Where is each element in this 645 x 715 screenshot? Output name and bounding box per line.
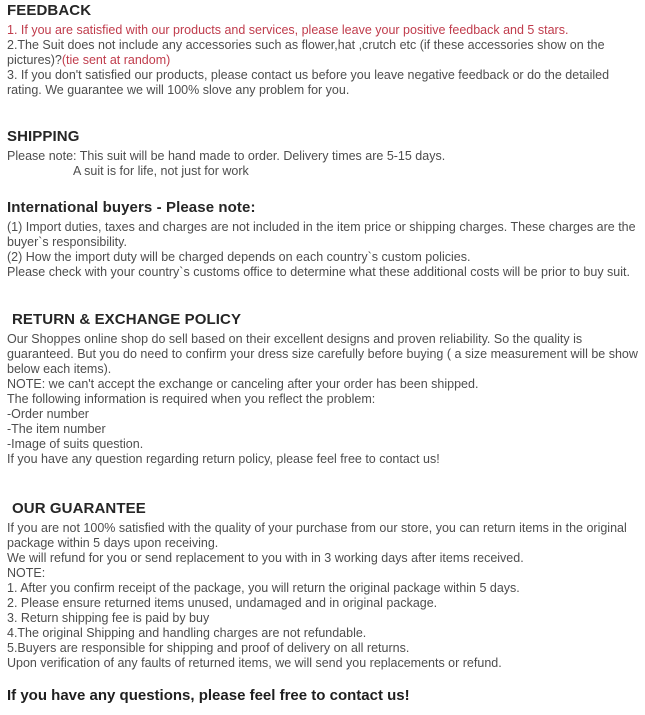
feedback-point-2-note: (tie sent at random)	[61, 53, 171, 67]
return-policy-required-info: The following information is required when you reflect the problem:	[7, 392, 376, 406]
return-policy-intro: Our Shoppes online shop do sell based on their excellent designs and proven reliability. So the quality is guaranteed. But you do need to confirm your dress size carefully before buying ( a size measurement will be show below each items).	[7, 332, 638, 376]
guarantee-body	[7, 521, 638, 671]
shipping-body	[7, 149, 638, 179]
return-policy-item-image: -Image of suits question.	[7, 437, 144, 451]
guarantee-note-4: 4.The original Shipping and handling charges are not refundable.	[7, 626, 367, 640]
section-shipping	[7, 128, 638, 179]
international-point-1: (1) Import duties, taxes and charges are not included in the item price or shipping charges. These charges are the buyer`s responsibility.	[7, 220, 636, 249]
international-point-3: Please check with your country`s customs office to determine what these additional costs will be prior to buy suit.	[7, 265, 630, 279]
return-policy-contact: If you have any question regarding return policy, please feel free to contact us!	[7, 452, 440, 466]
shipping-slogan: A suit is for life, not just for work	[73, 164, 249, 178]
guarantee-refund: We will refund for you or send replacement to you with in 3 working days after items received.	[7, 551, 524, 565]
feedback-point-3: 3. If you don't satisfied our products, please contact us before you leave negative feedback or do the detailed rating. We guarantee we will 100% slove any problem for you.	[7, 68, 610, 97]
guarantee-note-5: 5.Buyers are responsible for shipping and proof of delivery on all returns.	[7, 641, 410, 655]
return-policy-item-order-number: -Order number	[7, 407, 89, 421]
feedback-point-2	[7, 38, 638, 68]
section-our-guarantee	[7, 500, 638, 671]
guarantee-note-1: 1. After you confirm receipt of the package, you will return the original package within 5 days.	[7, 581, 520, 595]
international-point-2: (2) How the import duty will be charged depends on each country`s custom policies.	[7, 250, 471, 264]
section-international-buyers	[7, 199, 638, 280]
feedback-heading: FEEDBACK	[7, 2, 92, 19]
guarantee-note-3: 3. Return shipping fee is paid by buy	[7, 611, 210, 625]
return-policy-heading: RETURN & EXCHANGE POLICY	[12, 311, 242, 328]
shipping-note: Please note: This suit will be hand made to order. Delivery times are 5-15 days.	[7, 149, 446, 163]
guarantee-verification: Upon verification of any faults of returned items, we will send you replacements or refund.	[7, 656, 502, 670]
return-policy-item-item-number: -The item number	[7, 422, 106, 436]
shipping-heading: SHIPPING	[7, 128, 80, 145]
feedback-body	[7, 23, 638, 98]
international-heading: International buyers - Please note:	[7, 199, 256, 216]
section-return-exchange-policy	[7, 311, 638, 467]
contact-us-note: If you have any questions, please feel free to contact us!	[7, 687, 410, 704]
guarantee-intro: If you are not 100% satisfied with the quality of your purchase from our store, you can return items in the original package within 5 days upon receiving.	[7, 521, 627, 550]
feedback-point-2-text: 2.The Suit does not include any accessories such as flower,hat ,crutch etc (if these accessories show on the pictures)?	[7, 38, 605, 67]
feedback-point-1: 1. If you are satisfied with our products and services, please leave your positive feedback and 5 stars.	[7, 23, 569, 37]
return-policy-body	[7, 332, 638, 467]
return-policy-note: NOTE: we can't accept the exchange or canceling after your order has been shipped.	[7, 377, 479, 391]
section-feedback	[7, 2, 638, 98]
guarantee-heading: OUR GUARANTEE	[12, 500, 146, 517]
guarantee-note-label: NOTE:	[7, 566, 46, 580]
international-body	[7, 220, 638, 280]
guarantee-note-2: 2. Please ensure returned items unused, undamaged and in original package.	[7, 596, 438, 610]
